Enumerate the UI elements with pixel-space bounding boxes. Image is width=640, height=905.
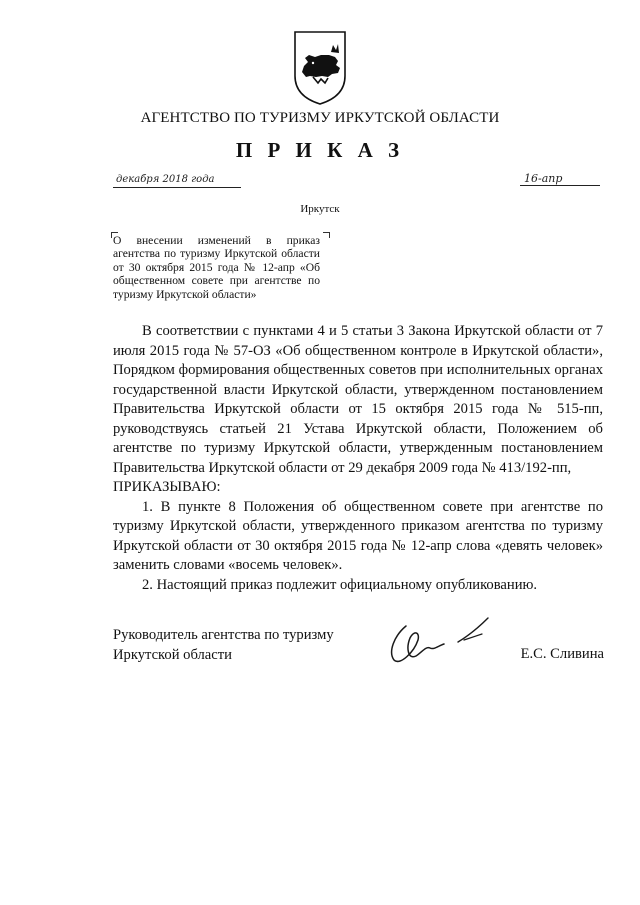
signatory-position-line-2: Иркутской области	[113, 646, 232, 663]
handwritten-date: декабря 2018 года	[116, 174, 215, 185]
number-underline	[520, 185, 600, 186]
irkutsk-coat-of-arms-icon	[291, 28, 349, 106]
city-label: Иркутск	[300, 203, 340, 215]
order-item-2: 2. Настоящий приказ подлежит официальному опубликованию.	[142, 576, 538, 593]
subject-bracket-right	[323, 232, 330, 238]
document-type-title: П Р И К А З	[235, 138, 405, 162]
order-word: ПРИКАЗЫВАЮ:	[113, 479, 221, 495]
handwritten-signature-icon	[384, 614, 496, 670]
preamble-paragraph: В соответствии с пунктами 4 и 5 статьи 3 Закона Иркутской области от 7 июля 2015 года № 57-ОЗ «Об общественном контроле в Иркутской области», Порядком формирования общественных советов при исполнительных органах государственной власти Иркутской области, утвержденном постановлением Правительства Иркутской области от 15 октября 2015 года № 515-пп, руководствуясь статьей 21 Устава Иркутской области, Положением об агентстве по туризму Иркутской области, утвержденным постановлением Правительства Иркутской области от 29 декабря 2009 года № 413/192-пп,	[113, 323, 603, 476]
signatory-position	[113, 626, 363, 665]
date-underline	[113, 187, 241, 188]
agency-name: АГЕНТСТВО ПО ТУРИЗМУ ИРКУТСКОЙ ОБЛАСТИ	[140, 110, 500, 126]
order-subject: О внесении изменений в приказ агентства по туризму Иркутской области от 30 октября 2015 года № 12-апр «Об общественном совете при агентстве по туризму Иркутской области»	[113, 234, 320, 301]
order-body	[113, 322, 603, 595]
signatory-name: Е.С. Сливина	[520, 646, 604, 662]
order-item-1: 1. В пункте 8 Положения об общественном совете при агентстве по туризму Иркутской области, утвержденного приказом агентства по туризму Иркутской области от 30 октября 2015 года № 12-апр слова «девять человек» заменить словами «восемь человек».	[113, 498, 603, 573]
signatory-position-line-1: Руководитель агентства по туризму	[113, 627, 334, 643]
handwritten-number: 16-апр	[524, 172, 563, 185]
